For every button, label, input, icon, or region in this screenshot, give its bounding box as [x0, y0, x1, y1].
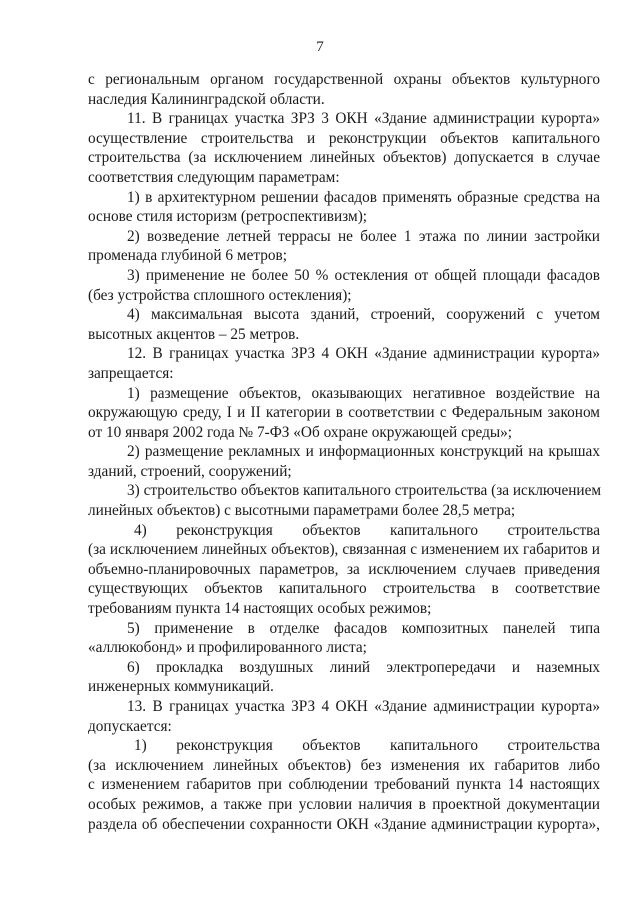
text-line: окружающую среду, I и II категории в соответствии с Федеральным законом — [88, 404, 600, 422]
text-line: (за исключением линейных объектов) без изменения их габаритов либо — [88, 756, 600, 774]
text-line: 13. В границах участка ЗРЗ 4 ОКН «Здание администрации курорта» — [127, 698, 600, 715]
text-line: соответствия следующим параметрам: — [88, 168, 340, 186]
text-line: инженерных коммуникаций. — [88, 678, 274, 696]
text-line: 6) прокладка воздушных линий электропередачи и наземных — [127, 658, 600, 676]
text-line: строительства (за исключением линейных объектов) допускается в случае — [88, 149, 600, 167]
text-line: «аллюкобонд» и профилированного листа; — [88, 639, 367, 657]
text-line: 2) размещение рекламных и информационных конструкций на крышах — [127, 443, 600, 461]
text-line: допускается: — [88, 717, 172, 735]
text-line: высотных акцентов – 25 метров. — [88, 325, 300, 343]
text-line: требованиям пункта 14 настоящих особых режимов; — [88, 600, 432, 618]
text-line: наследия Калининградской области. — [88, 90, 325, 108]
text-line: раздела об обеспечении сохранности ОКН «Здание администрации курорта», — [88, 815, 600, 833]
text-line: 1) размещение объектов, оказывающих негативное воздействие на — [127, 384, 600, 402]
text-line: 11. В границах участка ЗРЗ 3 ОКН «Здание администрации курорта» — [127, 110, 600, 128]
text-line: объемно-планировочных параметров, за исключением случаев приведения — [88, 560, 600, 578]
text-line: зданий, строений, сооружений; — [88, 462, 292, 480]
text-line: 5) применение в отделке фасадов композитных панелей типа — [127, 619, 600, 637]
text-line: 3) строительство объектов капитального строительства (за исключением — [127, 482, 602, 500]
text-line: существующих объектов капитального строительства в соответствие — [88, 580, 600, 598]
text-line: 4) реконструкция объектов капитального строительства — [134, 521, 600, 539]
document-body — [88, 70, 600, 834]
text-line: (за исключением линейных объектов), связанная с изменением их габаритов и — [88, 541, 600, 559]
text-line: 2) возведение летней террасы не более 1 этажа по линии застройки — [127, 227, 600, 245]
text-line: линейных объектов) с высотными параметрами более 28,5 метра; — [88, 502, 516, 520]
text-line: с изменением габаритов при соблюдении требований пункта 14 настоящих — [88, 776, 600, 794]
text-line: 3) применение не более 50 % остекления от общей площади фасадов — [127, 266, 600, 284]
page-number: 7 — [316, 39, 324, 55]
text-line: 4) максимальная высота зданий, строений, сооружений с учетом — [127, 306, 600, 324]
text-line: 12. В границах участка ЗРЗ 4 ОКН «Здание администрации курорта» — [127, 345, 600, 363]
text-line: особых режимов, а также при условии наличия в проектной документации — [88, 795, 600, 813]
text-line: променада глубиной 6 метров; — [88, 247, 288, 265]
text-line: от 10 января 2002 года № 7-ФЗ «Об охране окружающей среды»; — [88, 423, 513, 441]
text-line: осуществление строительства и реконструкции объектов капитального — [88, 129, 600, 147]
text-line: с региональным органом государственной охраны объектов культурного — [88, 71, 600, 88]
text-line: 1) реконструкция объектов капитального строительства — [134, 737, 600, 755]
text-line: (без устройства сплошного остекления); — [88, 286, 352, 304]
text-line: основе стиля историзм (ретроспективизм); — [88, 208, 368, 226]
text-line: запрещается: — [88, 364, 174, 382]
text-line: 1) в архитектурном решении фасадов применять образные средства на — [127, 188, 600, 206]
